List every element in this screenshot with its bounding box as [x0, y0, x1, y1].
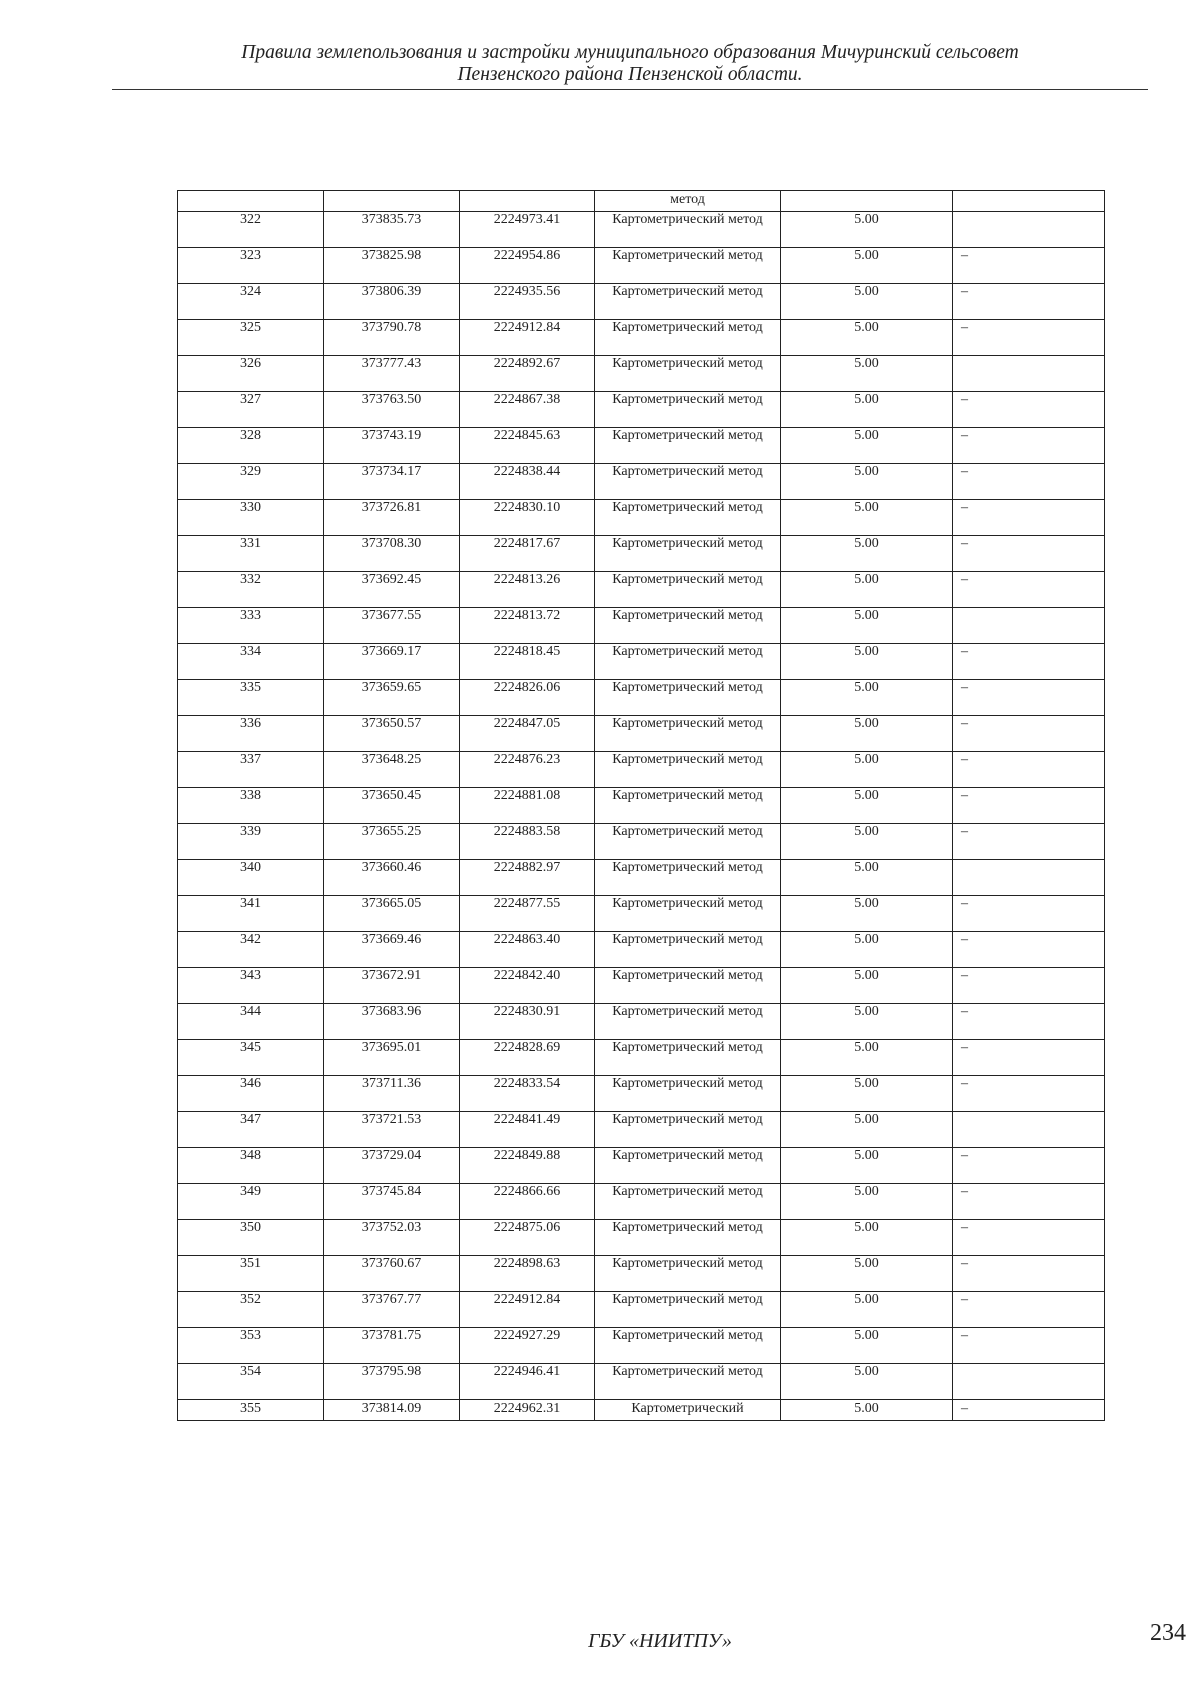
cell-method: Картометрический метод	[595, 1184, 781, 1220]
cell-x: 373683.96	[324, 1004, 460, 1040]
cell-note: –	[953, 536, 1105, 572]
table-row	[178, 248, 1105, 284]
cell-note: –	[953, 392, 1105, 428]
cell-note	[953, 212, 1105, 248]
table-row	[178, 644, 1105, 680]
cell-method: Картометрический метод	[595, 716, 781, 752]
cell-point-number: 351	[178, 1256, 324, 1292]
cell-precision: 5.00	[781, 1328, 953, 1364]
cell-y: 2224912.84	[460, 1292, 595, 1328]
table-row	[178, 932, 1105, 968]
table-row	[178, 1400, 1105, 1421]
cell-point-number: 337	[178, 752, 324, 788]
cell-x: 373825.98	[324, 248, 460, 284]
cell-note: –	[953, 1148, 1105, 1184]
cell-point-number: 329	[178, 464, 324, 500]
cell-y: 2224841.49	[460, 1112, 595, 1148]
cell-x: 373790.78	[324, 320, 460, 356]
cell-method: Картометрический метод	[595, 1364, 781, 1400]
cell-note: –	[953, 932, 1105, 968]
cell-method: Картометрический метод	[595, 608, 781, 644]
cell-note: –	[953, 1400, 1105, 1421]
cell-note: –	[953, 788, 1105, 824]
cell-x: 373711.36	[324, 1076, 460, 1112]
cell-x: 373806.39	[324, 284, 460, 320]
cell-method: Картометрический метод	[595, 1040, 781, 1076]
cell-point-number: 341	[178, 896, 324, 932]
cell-method: Картометрический метод	[595, 788, 781, 824]
cell-x: 373743.19	[324, 428, 460, 464]
cell-y: 2224830.10	[460, 500, 595, 536]
cell-method: Картометрический метод	[595, 428, 781, 464]
cell-x: 373734.17	[324, 464, 460, 500]
cell-method: Картометрический метод	[595, 752, 781, 788]
cell-point-number: 354	[178, 1364, 324, 1400]
table-row	[178, 572, 1105, 608]
cell-precision: 5.00	[781, 464, 953, 500]
table-row	[178, 536, 1105, 572]
cell-y: 2224882.97	[460, 860, 595, 896]
cell-point-number: 332	[178, 572, 324, 608]
cell-point-number: 339	[178, 824, 324, 860]
cell-x: 373648.25	[324, 752, 460, 788]
cell-precision: 5.00	[781, 284, 953, 320]
cell-y: 2224881.08	[460, 788, 595, 824]
cell-method: Картометрический метод	[595, 860, 781, 896]
table-row	[178, 320, 1105, 356]
cell-precision: 5.00	[781, 608, 953, 644]
cell-y: 2224845.63	[460, 428, 595, 464]
cell-method: Картометрический метод	[595, 1292, 781, 1328]
cell-note: –	[953, 500, 1105, 536]
cell-x: 373708.30	[324, 536, 460, 572]
cell-precision: 5.00	[781, 320, 953, 356]
cell-precision: 5.00	[781, 500, 953, 536]
cell-point-number: 324	[178, 284, 324, 320]
cell-note	[953, 356, 1105, 392]
cell-method: Картометрический метод	[595, 284, 781, 320]
table-row	[178, 1148, 1105, 1184]
cell-point-number: 327	[178, 392, 324, 428]
table-row	[178, 356, 1105, 392]
cell-method: Картометрический	[595, 1400, 781, 1421]
cell-x: 373692.45	[324, 572, 460, 608]
cell-point-number: 331	[178, 536, 324, 572]
cell-y: 2224962.31	[460, 1400, 595, 1421]
cell-method: Картометрический метод	[595, 1076, 781, 1112]
cell-point-number: 353	[178, 1328, 324, 1364]
cell-x: 373781.75	[324, 1328, 460, 1364]
cell-precision: 5.00	[781, 1364, 953, 1400]
cell-y: 2224849.88	[460, 1148, 595, 1184]
cell-method: Картометрический метод	[595, 320, 781, 356]
cell-note: –	[953, 824, 1105, 860]
cell-method: Картометрический метод	[595, 536, 781, 572]
cell-precision: 5.00	[781, 932, 953, 968]
cell-note: –	[953, 428, 1105, 464]
table-row	[178, 788, 1105, 824]
cell-y: 2224935.56	[460, 284, 595, 320]
cell-point-number: 343	[178, 968, 324, 1004]
cell-method: Картометрический метод	[595, 1256, 781, 1292]
cell-y: 2224833.54	[460, 1076, 595, 1112]
cell-note: –	[953, 1256, 1105, 1292]
cell-precision: 5.00	[781, 644, 953, 680]
cell-y: 2224875.06	[460, 1220, 595, 1256]
cell-point-number: 326	[178, 356, 324, 392]
cell-point-number: 340	[178, 860, 324, 896]
table-row	[178, 824, 1105, 860]
cell-precision: 5.00	[781, 356, 953, 392]
cell-point-number: 328	[178, 428, 324, 464]
cell-point-number: 345	[178, 1040, 324, 1076]
cell-x: 373650.57	[324, 716, 460, 752]
table-row	[178, 1292, 1105, 1328]
cell-y: 2224876.23	[460, 752, 595, 788]
cell-point-number: 352	[178, 1292, 324, 1328]
cell-x: 373659.65	[324, 680, 460, 716]
cell-method: Картометрический метод	[595, 212, 781, 248]
table-row	[178, 500, 1105, 536]
cell-x: 373650.45	[324, 788, 460, 824]
cell-precision: 5.00	[781, 248, 953, 284]
cell-method: Картометрический метод	[595, 1328, 781, 1364]
cell-precision: 5.00	[781, 716, 953, 752]
cell-x: 373777.43	[324, 356, 460, 392]
cell-y: 2224927.29	[460, 1328, 595, 1364]
cell-point-number: 325	[178, 320, 324, 356]
cell-y: 2224813.26	[460, 572, 595, 608]
cell-point-number: 322	[178, 212, 324, 248]
cell-point-number: 342	[178, 932, 324, 968]
table-row	[178, 1184, 1105, 1220]
cell-x: 373655.25	[324, 824, 460, 860]
table-row	[178, 212, 1105, 248]
cell-y: 2224838.44	[460, 464, 595, 500]
cell-x: 373695.01	[324, 1040, 460, 1076]
cell-note: –	[953, 464, 1105, 500]
cell-y: 2224898.63	[460, 1256, 595, 1292]
cell-note: –	[953, 1328, 1105, 1364]
cell-point-number: 334	[178, 644, 324, 680]
cell-note: –	[953, 320, 1105, 356]
cell-y: 2224813.72	[460, 608, 595, 644]
header-line-1: Правила землепользования и застройки муниципального образования Мичуринский сельсовет	[241, 42, 1019, 63]
cell-note	[953, 860, 1105, 896]
table-row	[178, 1004, 1105, 1040]
cell-x: 373760.67	[324, 1256, 460, 1292]
cell-y: 2224912.84	[460, 320, 595, 356]
cell-method: Картометрический метод	[595, 1220, 781, 1256]
cell-note: –	[953, 1004, 1105, 1040]
cell-precision: 5.00	[781, 1076, 953, 1112]
header-rule	[112, 89, 1148, 90]
cell-precision: 5.00	[781, 1256, 953, 1292]
cell-method: Картометрический метод	[595, 968, 781, 1004]
cell-method: Картометрический метод	[595, 932, 781, 968]
cell-note: –	[953, 572, 1105, 608]
cell-precision: 5.00	[781, 1184, 953, 1220]
cell-precision: 5.00	[781, 1292, 953, 1328]
cell-note: –	[953, 284, 1105, 320]
table-row	[178, 1112, 1105, 1148]
table-row	[178, 1076, 1105, 1112]
cell-y: 2224830.91	[460, 1004, 595, 1040]
cell-y: 2224866.66	[460, 1184, 595, 1220]
cell-method: Картометрический метод	[595, 1148, 781, 1184]
cell-note: –	[953, 1184, 1105, 1220]
coordinates-table	[177, 190, 1105, 1421]
table-row	[178, 896, 1105, 932]
cell-x: 373677.55	[324, 608, 460, 644]
cell-y: 2224826.06	[460, 680, 595, 716]
cell-y: 2224847.05	[460, 716, 595, 752]
cell-precision: 5.00	[781, 392, 953, 428]
cell-x: 373665.05	[324, 896, 460, 932]
cell-precision: 5.00	[781, 824, 953, 860]
cell-note: –	[953, 716, 1105, 752]
cell-precision: 5.00	[781, 860, 953, 896]
cell-y: 2224877.55	[460, 896, 595, 932]
cell-note	[953, 1112, 1105, 1148]
cell-precision: 5.00	[781, 428, 953, 464]
table-row	[178, 1220, 1105, 1256]
cell-note: –	[953, 896, 1105, 932]
cell-y: 2224863.40	[460, 932, 595, 968]
table-row	[178, 392, 1105, 428]
table-row	[178, 428, 1105, 464]
cell-note: –	[953, 680, 1105, 716]
header-line-2: Пензенского района Пензенской области.	[457, 64, 803, 85]
cell-note: –	[953, 1040, 1105, 1076]
table-row	[178, 1364, 1105, 1400]
table-row	[178, 680, 1105, 716]
cell-precision: 5.00	[781, 896, 953, 932]
cell-point-number: 330	[178, 500, 324, 536]
cell-precision: 5.00	[781, 536, 953, 572]
cell-x: 373795.98	[324, 1364, 460, 1400]
cell-note: –	[953, 1076, 1105, 1112]
cell-method: Картометрический метод	[595, 464, 781, 500]
table-row	[178, 716, 1105, 752]
cell-precision: 5.00	[781, 752, 953, 788]
cell-note	[953, 1364, 1105, 1400]
page-header	[112, 42, 1148, 86]
cell-y: 2224828.69	[460, 1040, 595, 1076]
cell-method: Картометрический метод	[595, 896, 781, 932]
table-row	[178, 464, 1105, 500]
cell-y: 2224867.38	[460, 392, 595, 428]
cell-point-number: 347	[178, 1112, 324, 1148]
cell-y: 2224954.86	[460, 248, 595, 284]
cell-point-number: 349	[178, 1184, 324, 1220]
cell-y: 2224818.45	[460, 644, 595, 680]
cell-point-number: 346	[178, 1076, 324, 1112]
cell-x: 373721.53	[324, 1112, 460, 1148]
cell-y: 2224892.67	[460, 356, 595, 392]
cell-point-number: 323	[178, 248, 324, 284]
cell-y: 2224842.40	[460, 968, 595, 1004]
cell-x: 373814.09	[324, 1400, 460, 1421]
table-row	[178, 860, 1105, 896]
cell-precision: 5.00	[781, 1112, 953, 1148]
table-row	[178, 608, 1105, 644]
page-number: 234	[1150, 1620, 1186, 1646]
cell-point-number: 338	[178, 788, 324, 824]
cell-precision: 5.00	[781, 1148, 953, 1184]
cell-precision: 5.00	[781, 1004, 953, 1040]
cell-note: –	[953, 1292, 1105, 1328]
cell-x: 373669.17	[324, 644, 460, 680]
cell-y: 2224973.41	[460, 212, 595, 248]
cell-method: Картометрический метод	[595, 1112, 781, 1148]
table-row	[178, 284, 1105, 320]
cell-point-number: 344	[178, 1004, 324, 1040]
cell-x: 373729.04	[324, 1148, 460, 1184]
cell-x: 373752.03	[324, 1220, 460, 1256]
cell-method: Картометрический метод	[595, 644, 781, 680]
cell-note: –	[953, 644, 1105, 680]
cell-method: Картометрический метод	[595, 248, 781, 284]
cell-method: Картометрический метод	[595, 1004, 781, 1040]
cell-precision: 5.00	[781, 788, 953, 824]
cell-note: –	[953, 752, 1105, 788]
cell-y: 2224883.58	[460, 824, 595, 860]
cell-x: 373672.91	[324, 968, 460, 1004]
cell-precision: 5.00	[781, 1040, 953, 1076]
cell-method: Картометрический метод	[595, 356, 781, 392]
cell-point-number: 336	[178, 716, 324, 752]
cell-precision: 5.00	[781, 1220, 953, 1256]
cell-x: 373745.84	[324, 1184, 460, 1220]
cell-precision: 5.00	[781, 1400, 953, 1421]
cell-y: 2224946.41	[460, 1364, 595, 1400]
cell-point-number: 333	[178, 608, 324, 644]
cell-x: 373835.73	[324, 212, 460, 248]
table-row	[178, 752, 1105, 788]
cell-precision: 5.00	[781, 680, 953, 716]
cell-x: 373669.46	[324, 932, 460, 968]
cell-x: 373767.77	[324, 1292, 460, 1328]
cell-point-number: 355	[178, 1400, 324, 1421]
cell-method: Картометрический метод	[595, 824, 781, 860]
cell-note: –	[953, 1220, 1105, 1256]
cell-method: Картометрический метод	[595, 572, 781, 608]
table-row	[178, 1328, 1105, 1364]
table-row	[178, 968, 1105, 1004]
cell-x: 373763.50	[324, 392, 460, 428]
footer-organization: ГБУ «НИИТПУ»	[588, 1630, 732, 1652]
cell-point-number: 335	[178, 680, 324, 716]
cell-method: метод	[595, 191, 781, 212]
table-row	[178, 1040, 1105, 1076]
cell-x: 373726.81	[324, 500, 460, 536]
cell-point-number: 350	[178, 1220, 324, 1256]
cell-precision: 5.00	[781, 212, 953, 248]
cell-y: 2224817.67	[460, 536, 595, 572]
table-row	[178, 1256, 1105, 1292]
cell-note: –	[953, 248, 1105, 284]
cell-precision: 5.00	[781, 572, 953, 608]
cell-note	[953, 608, 1105, 644]
table-row-continued	[178, 191, 1105, 212]
cell-method: Картометрический метод	[595, 680, 781, 716]
cell-method: Картометрический метод	[595, 392, 781, 428]
cell-x: 373660.46	[324, 860, 460, 896]
cell-note: –	[953, 968, 1105, 1004]
cell-precision: 5.00	[781, 968, 953, 1004]
cell-method: Картометрический метод	[595, 500, 781, 536]
cell-point-number: 348	[178, 1148, 324, 1184]
